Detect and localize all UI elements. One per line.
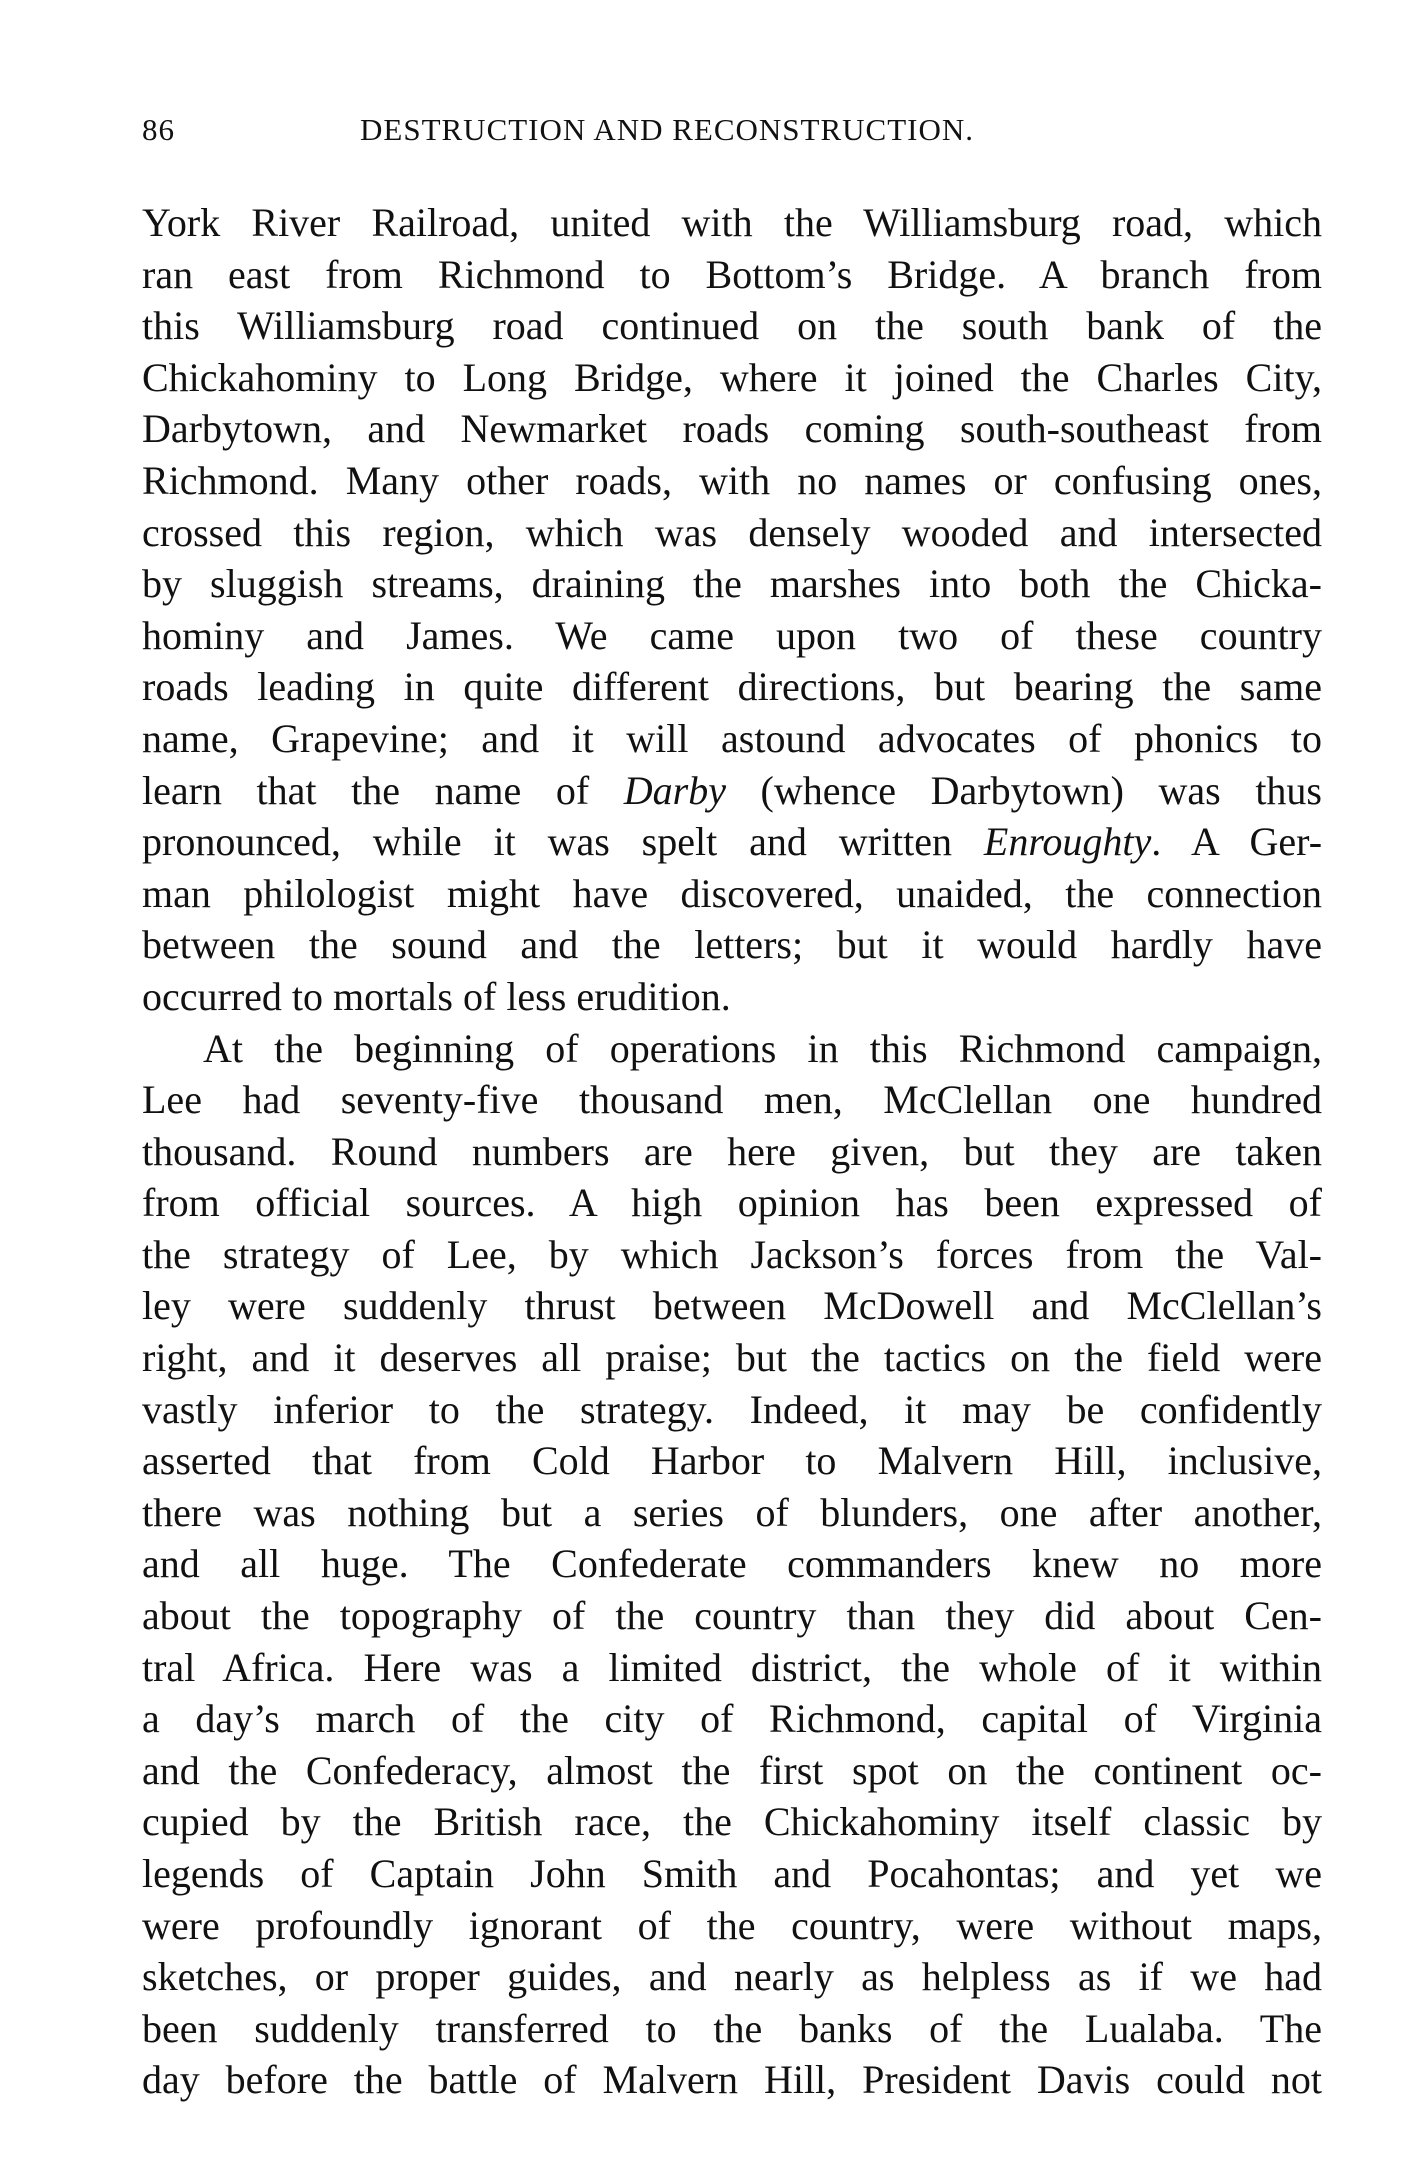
text-line: occurred to mortals of less erudition. xyxy=(142,973,731,1019)
text-line: a day’s march of the city of Richmond, capital of Virginia xyxy=(142,1696,1322,1742)
text-segment: . A Ger- xyxy=(1151,819,1323,865)
text-line: been suddenly transferred to the banks of the Lualaba. The xyxy=(142,2005,1322,2051)
text-line: right, and it deserves all praise; but the tactics on the field were xyxy=(142,1335,1322,1381)
text-line: tral Africa. Here was a limited district, the whole of it within xyxy=(142,1644,1322,1690)
italic-term: Darby xyxy=(623,767,726,813)
page-body xyxy=(142,197,1322,2106)
text-line: ran east from Richmond to Bottom’s Bridge. A branch from xyxy=(142,251,1322,297)
text-line: Richmond. Many other roads, with no names or confusing ones, xyxy=(142,457,1322,503)
text-line: man philologist might have discovered, unaided, the connection xyxy=(142,870,1322,916)
text-line: thousand. Round numbers are here given, but they are taken xyxy=(142,1128,1322,1174)
text-line: and the Confederacy, almost the first spot on the continent oc- xyxy=(142,1747,1322,1793)
text-line: crossed this region, which was densely wooded and intersected xyxy=(142,509,1322,555)
text-line: between the sound and the letters; but it would hardly have xyxy=(142,922,1322,968)
italic-term: Enroughty xyxy=(983,819,1152,865)
text-line: sketches, or proper guides, and nearly as helpless as if we had xyxy=(142,1954,1322,2000)
text-line: asserted that from Cold Harbor to Malvern Hill, inclusive, xyxy=(142,1438,1322,1484)
text-line: vastly inferior to the strategy. Indeed, it may be confidently xyxy=(142,1386,1322,1432)
text-segment: learn that the name of xyxy=(142,767,624,813)
text-line: ley were suddenly thrust between McDowell and McClellan’s xyxy=(142,1283,1322,1329)
paragraph xyxy=(142,1023,1322,2106)
text-line: roads leading in quite different directions, but bearing the same xyxy=(142,664,1322,710)
text-segment: pronounced, while it was spelt and written xyxy=(142,819,984,865)
text-line: were profoundly ignorant of the country, were without maps, xyxy=(142,1902,1322,1948)
text-line: Chickahominy to Long Bridge, where it joined the Charles City, xyxy=(142,354,1322,400)
text-line: Lee had seventy-five thousand men, McClellan one hundred xyxy=(142,1077,1322,1123)
text-line: York River Railroad, united with the Williamsburg road, which xyxy=(142,200,1322,245)
text-segment: (whence Darbytown) was thus xyxy=(725,767,1322,813)
paragraph xyxy=(142,197,1322,1023)
text-line: hominy and James. We came upon two of these country xyxy=(142,612,1322,658)
text-line: from official sources. A high opinion has been expressed of xyxy=(142,1180,1322,1226)
text-line: by sluggish streams, draining the marshes into both the Chicka- xyxy=(142,561,1322,607)
text-line xyxy=(142,765,1322,817)
text-line: about the topography of the country than they did about Cen- xyxy=(142,1593,1322,1639)
text-line: the strategy of Lee, by which Jackson’s forces from the Val- xyxy=(142,1231,1322,1277)
text-line: this Williamsburg road continued on the south bank of the xyxy=(142,303,1322,349)
text-line: day before the battle of Malvern Hill, President Davis could not xyxy=(142,2057,1322,2103)
running-title: DESTRUCTION AND RECONSTRUCTION. xyxy=(360,112,974,147)
text-line: and all huge. The Confederate commanders knew no more xyxy=(142,1541,1322,1587)
text-line: Darbytown, and Newmarket roads coming south-southeast from xyxy=(142,406,1322,452)
page-number: 86 xyxy=(142,112,175,147)
text-line: legends of Captain John Smith and Pocahontas; and yet we xyxy=(142,1851,1322,1896)
running-header xyxy=(142,112,1322,156)
text-line: At the beginning of operations in this Richmond campaign, xyxy=(203,1025,1322,1071)
text-line: there was nothing but a series of blunders, one after another, xyxy=(142,1489,1322,1535)
text-line: name, Grapevine; and it will astound advocates of phonics to xyxy=(142,715,1322,761)
text-line xyxy=(142,816,1322,868)
text-line: cupied by the British race, the Chickahominy itself classic by xyxy=(142,1799,1322,1845)
